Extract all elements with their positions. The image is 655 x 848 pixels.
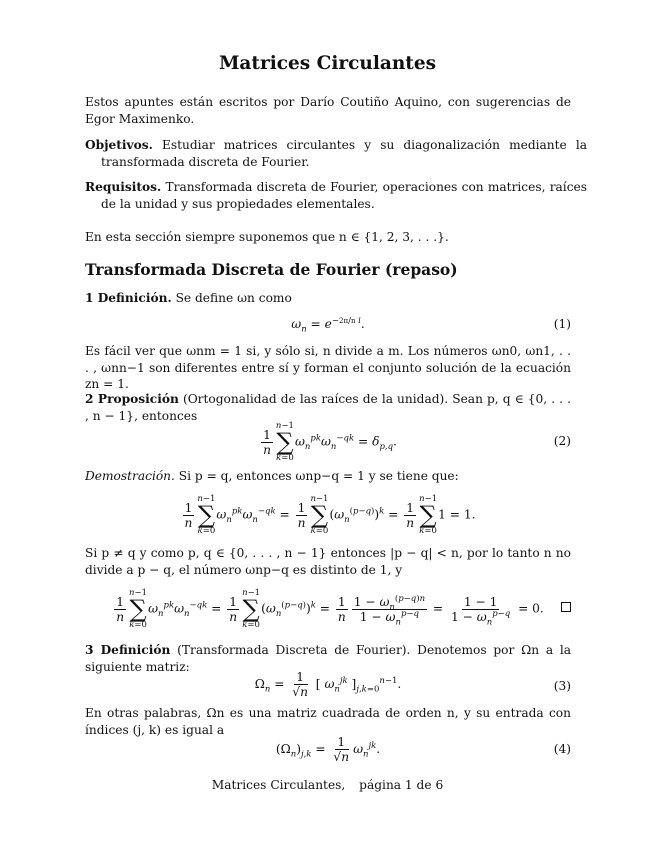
paragraph-roots: Es fácil ver que ωnm = 1 si, y sólo si, n divide a m. Los números ωn0, ωn1, . . . , ωnn−1 son diferentes entre sí y forman el conjunto solución de la ecuación zn = 1. (85, 344, 571, 391)
equation-proof-equal (85, 494, 571, 534)
def3-text: (Transformada Discreta de Fourier). Denotemos por Ωn a la siguiente matriz: (85, 643, 572, 674)
footer-title: Matrices Circulantes, (211, 778, 346, 792)
prop2-text: (Ortogonalidad de las raíces de la unidad). Sean p, q ∈ {0, . . . , n − 1}, entonces (85, 392, 572, 423)
definition-1 (85, 290, 571, 307)
requisitos-label: Requisitos. (85, 180, 162, 194)
section-title: Transformada Discreta de Fourier (repaso) (85, 260, 458, 279)
qed-symbol (561, 602, 571, 612)
equation-proof-equal-body: $\frac{1}{n}$ n−1 ∑ k=0 $\omega_n^{pk}\omega_n^{-qk}$ = $\frac{1}{n}$ n−1 ∑ k=0 $(\omega_n^{(p-q)})^k$ = $\frac{1}{n}$ n−1 ∑ k=0 1 = 1. (184, 494, 476, 536)
equation-2-body: $\frac{1}{n}$ n−1 ∑ k=0 $\omega_n^{pk}\omega_n^{-qk} = \delta_{p,q}$. (263, 421, 397, 463)
equation-3-body: $\Omega_n$ = $\frac{1}{√n}$ [ $\omega_n^{jk}$ ]$_{j,k=0}^{n-1}$. (254, 670, 402, 699)
objetivos-text: Estudiar matrices circulantes y su diagonalización mediante la transformada discreta de Fourier. (101, 138, 587, 169)
assumption-paragraph: En esta sección siempre suponemos que n ∈ {1, 2, 3, . . .}. (85, 230, 449, 244)
paragraph-entries: En otras palabras, Ωn es una matriz cuadrada de orden n, y su entrada con índices (j, k) es igual a (85, 706, 571, 737)
proof-label: Demostración. (85, 469, 175, 483)
proposition-2 (85, 391, 571, 424)
prop2-label: 2 Proposición (85, 392, 179, 406)
equation-1-body: $\omega_n = e^{-2\pi/n i}$. (291, 315, 365, 335)
footer-page-number: página 1 de 6 (359, 778, 444, 792)
eq4-number: (4) (553, 742, 571, 756)
proof-paragraph (85, 468, 571, 485)
requisitos-text: Transformada discreta de Fourier, operaciones con matrices, raíces de la unidad y sus propiedades elementales. (101, 180, 587, 211)
intro-paragraph: Estos apuntes están escritos por Darío Coutiño Aquino, con sugerencias de Egor Maximenko. (85, 95, 571, 126)
equation-proof-unequal (85, 588, 571, 628)
eq2-number: (2) (553, 434, 571, 448)
def1-text: Se define ωn como (175, 291, 292, 305)
requisitos-paragraph (85, 179, 587, 212)
paragraph-unequal: Si p ≠ q y como p, q ∈ {0, . . . , n − 1} entonces |p − q| < n, por lo tanto n no divide a p − q, el número ωnp−q es distinto de 1, y (85, 546, 571, 577)
equation-2 (85, 421, 571, 461)
equation-4-body: $(\Omega_n)_{j,k}$ = $\frac{1}{√n}$ $\omega_n^{jk}$. (275, 735, 381, 764)
objetivos-paragraph (85, 137, 587, 170)
eq1-number: (1) (553, 317, 571, 331)
proof-text: Si p = q, entonces ωnp−q = 1 y se tiene que: (178, 469, 459, 483)
equation-proof-unequal-body: $\frac{1}{n}$ n−1 ∑ k=0 $\omega_n^{pk}\omega_n^{-qk}$ = $\frac{1}{n}$ n−1 ∑ k=0 $(\omega_n^{(p-q)})^k$ = $\frac{1}{n}$ $\frac{1 - \omega_n^{(p-q)n}}{1 - \omega_n^{p-q}}$ = $\frac{1 - 1}{1 - \omega_n^{p-q}}$ = 0. (116, 588, 544, 630)
page-footer (0, 777, 655, 794)
equation-3 (85, 670, 571, 710)
objetivos-label: Objetivos. (85, 138, 153, 152)
def3-label: 3 Definición (85, 643, 171, 657)
equation-4 (85, 735, 571, 775)
eq3-number: (3) (553, 679, 571, 693)
def1-label: 1 Definición. (85, 291, 172, 305)
page-title: Matrices Circulantes (218, 53, 437, 74)
